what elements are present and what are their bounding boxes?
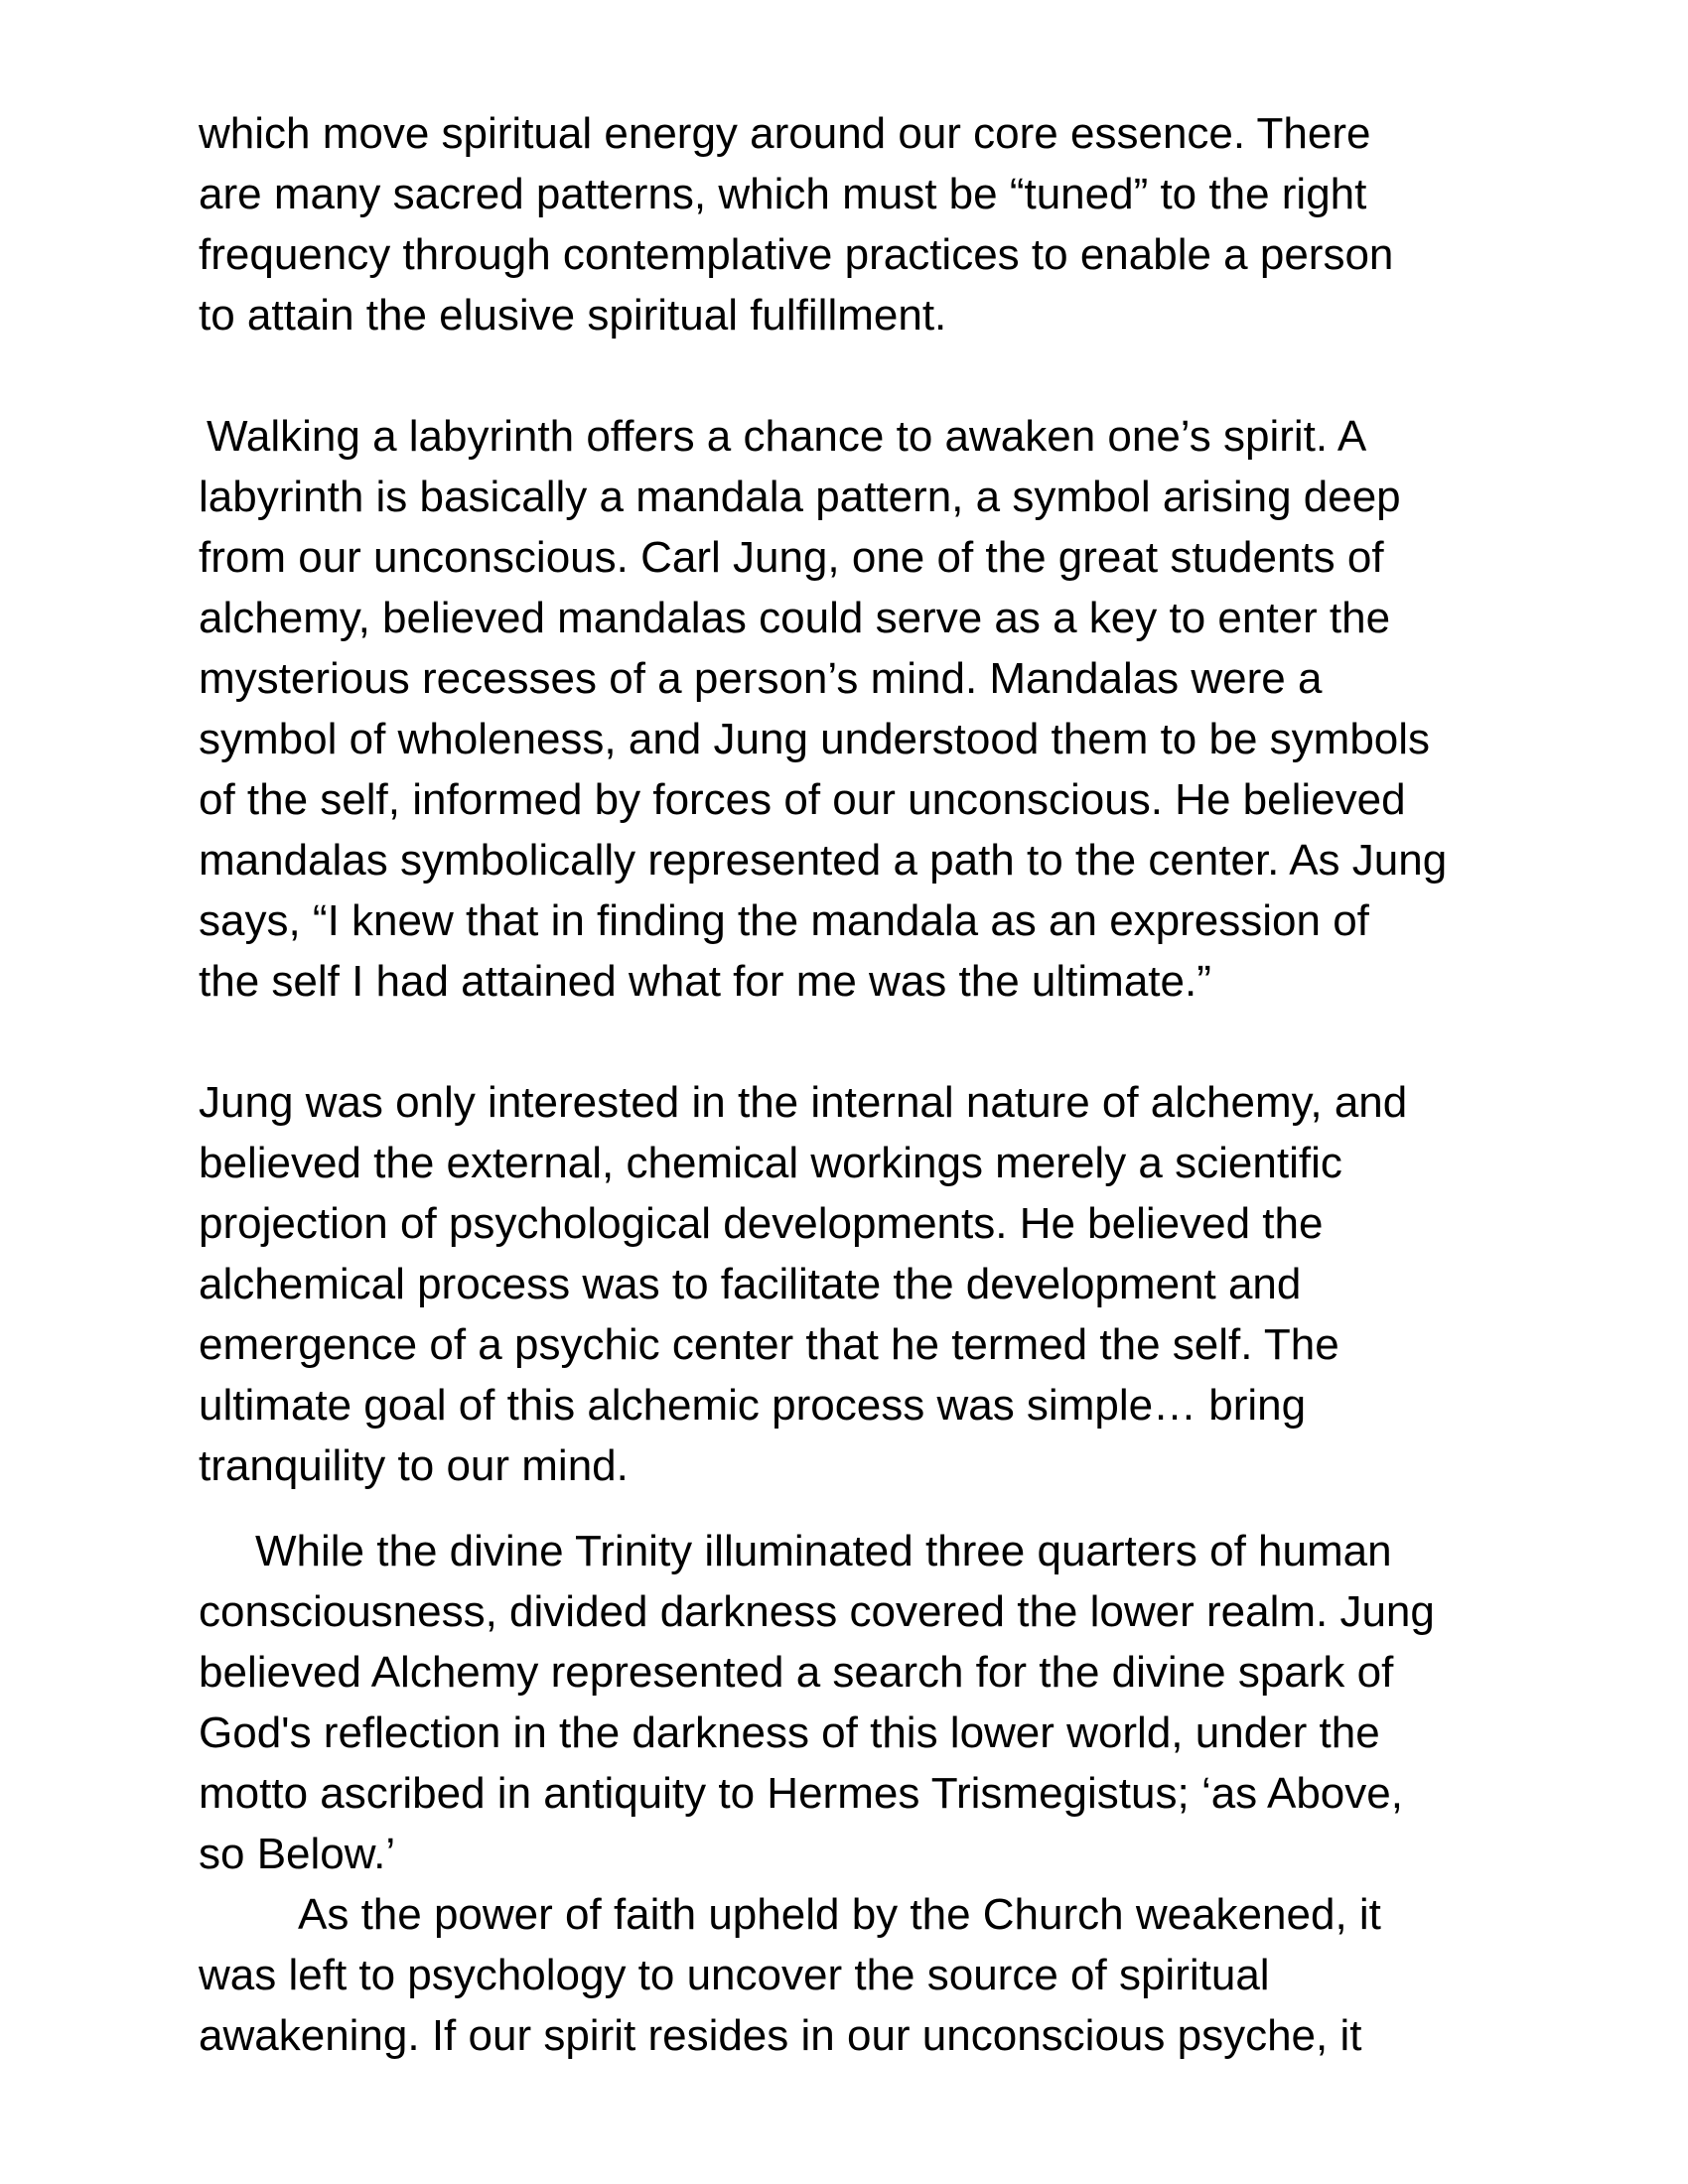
text-line: are many sacred patterns, which must be “tuned” to the right (199, 170, 1367, 218)
text-line: frequency through contemplative practices to enable a person (199, 230, 1394, 279)
text-line: says, “I knew that in finding the mandala as an expression of (199, 896, 1369, 945)
text-line: was left to psychology to uncover the source of spiritual (199, 1951, 1270, 1999)
text-line: consciousness, divided darkness covered the lower realm. Jung (199, 1587, 1435, 1636)
text-line: from our unconscious. Carl Jung, one of the great students of (199, 533, 1384, 582)
text-line: believed the external, chemical workings merely a scientific (199, 1139, 1342, 1187)
text-line: While the divine Trinity illuminated three quarters of human (255, 1527, 1392, 1575)
text-line: God's reflection in the darkness of this lower world, under the (199, 1708, 1380, 1757)
text-line: motto ascribed in antiquity to Hermes Trismegistus; ‘as Above, (199, 1769, 1403, 1818)
text-line: alchemy, believed mandalas could serve as a key to enter the (199, 594, 1391, 642)
text-line: which move spiritual energy around our core essence. There (199, 109, 1371, 158)
text-line: ultimate goal of this alchemic process was simple… bring (199, 1381, 1307, 1430)
text-line: the self I had attained what for me was the ultimate.” (199, 957, 1211, 1006)
text-line: believed Alchemy represented a search for the divine spark of (199, 1648, 1394, 1697)
text-line: mysterious recesses of a person’s mind. Mandalas were a (199, 654, 1323, 703)
text-line: labyrinth is basically a mandala pattern, a symbol arising deep (199, 473, 1401, 521)
text-line: symbol of wholeness, and Jung understood them to be symbols (199, 715, 1431, 763)
text-line: emergence of a psychic center that he termed the self. The (199, 1320, 1339, 1369)
text-line: awakening. If our spirit resides in our unconscious psyche, it (199, 2011, 1362, 2060)
text-line: alchemical process was to facilitate the development and (199, 1260, 1302, 1308)
text-line: so Below.’ (199, 1830, 396, 1878)
text-line: to attain the elusive spiritual fulfillment. (199, 291, 947, 340)
text-line: of the self, informed by forces of our unconscious. He believed (199, 775, 1406, 824)
text-line: Walking a labyrinth offers a chance to awaken one’s spirit. A (207, 412, 1367, 461)
text-line: As the power of faith upheld by the Church weakened, it (298, 1890, 1381, 1939)
text-line: mandalas symbolically represented a path to the center. As Jung (199, 836, 1448, 885)
text-line: Jung was only interested in the internal nature of alchemy, and (199, 1078, 1408, 1127)
text-line: projection of psychological developments. He believed the (199, 1199, 1324, 1248)
text-line: tranquility to our mind. (199, 1441, 629, 1490)
